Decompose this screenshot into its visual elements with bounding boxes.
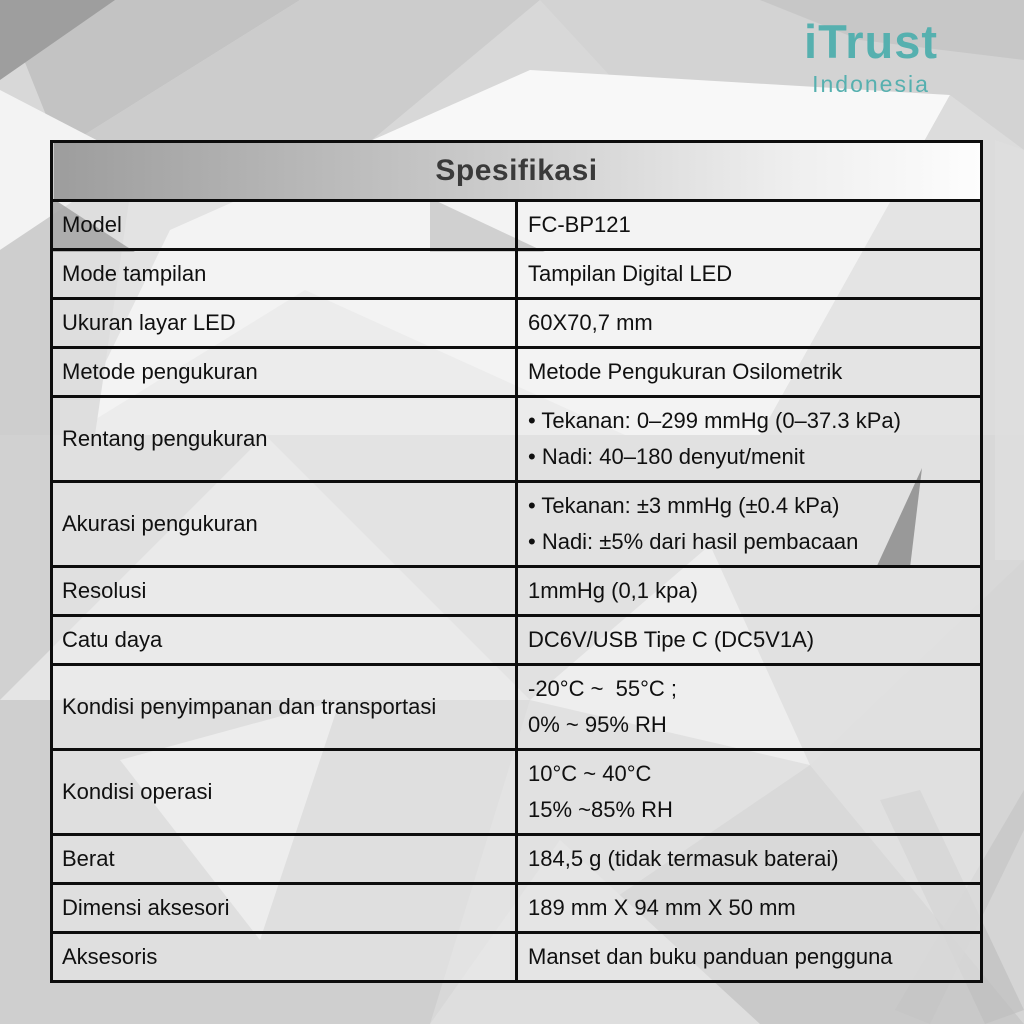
spec-row — [52, 933, 982, 982]
spec-value — [517, 616, 982, 665]
spec-row — [52, 348, 982, 397]
spec-label: Catu daya — [52, 616, 517, 665]
spec-value — [517, 567, 982, 616]
spec-row — [52, 567, 982, 616]
brand-name: iTrust — [804, 15, 938, 68]
spec-value-line: Manset dan buku panduan pengguna — [528, 944, 893, 969]
spec-label: Kondisi operasi — [52, 750, 517, 835]
spec-table-head — [52, 142, 982, 201]
spec-value — [517, 397, 982, 482]
spec-value-line: 189 mm X 94 mm X 50 mm — [528, 895, 796, 920]
spec-label: Akurasi pengukuran — [52, 482, 517, 567]
spec-value-line: 15% ~85% RH — [528, 797, 673, 822]
spec-value-line: 60X70,7 mm — [528, 310, 653, 335]
spec-value-line: 1mmHg (0,1 kpa) — [528, 578, 698, 603]
spec-value-line: 0% ~ 95% RH — [528, 712, 667, 737]
brand-region: Indonesia — [812, 71, 930, 97]
spec-label: Metode pengukuran — [52, 348, 517, 397]
spec-value-line: • Nadi: 40–180 denyut/menit — [528, 444, 805, 469]
spec-label: Rentang pengukuran — [52, 397, 517, 482]
spec-label: Dimensi aksesori — [52, 884, 517, 933]
spec-value — [517, 835, 982, 884]
spec-value — [517, 750, 982, 835]
title-row — [52, 142, 982, 201]
spec-label: Kondisi penyimpanan dan transportasi — [52, 665, 517, 750]
spec-row — [52, 201, 982, 250]
spec-value-line: 10°C ~ 40°C — [528, 761, 652, 786]
spec-row — [52, 250, 982, 299]
spec-value-line: -20°C ~ 55°C ; — [528, 676, 678, 701]
spec-value — [517, 299, 982, 348]
spec-table-body — [52, 201, 982, 982]
spec-value-line: • Tekanan: ±3 mmHg (±0.4 kPa) — [528, 493, 840, 518]
spec-label: Aksesoris — [52, 933, 517, 982]
spec-value — [517, 665, 982, 750]
spec-label: Resolusi — [52, 567, 517, 616]
spec-value-line: DC6V/USB Tipe C (DC5V1A) — [528, 627, 815, 652]
spec-row — [52, 750, 982, 835]
spec-value — [517, 201, 982, 250]
spec-value-line: 184,5 g (tidak termasuk baterai) — [528, 846, 839, 871]
spec-row — [52, 665, 982, 750]
spec-row — [52, 884, 982, 933]
spec-row — [52, 616, 982, 665]
spec-value-line: Tampilan Digital LED — [528, 261, 733, 286]
spec-label: Berat — [52, 835, 517, 884]
spec-row — [52, 482, 982, 567]
spec-label: Model — [52, 201, 517, 250]
spec-value — [517, 482, 982, 567]
table-title: Spesifikasi — [52, 142, 982, 201]
spec-value — [517, 884, 982, 933]
spec-label: Mode tampilan — [52, 250, 517, 299]
spec-row — [52, 299, 982, 348]
spec-label: Ukuran layar LED — [52, 299, 517, 348]
spec-value — [517, 348, 982, 397]
brand-logo — [756, 16, 986, 98]
spec-value-line: FC-BP121 — [528, 212, 631, 237]
spec-value-line: • Tekanan: 0–299 mmHg (0–37.3 kPa) — [528, 408, 901, 433]
spec-row — [52, 397, 982, 482]
spec-value-line: • Nadi: ±5% dari hasil pembacaan — [528, 529, 859, 554]
spec-value — [517, 250, 982, 299]
spec-table — [50, 140, 983, 983]
spec-row — [52, 835, 982, 884]
spec-value-line: Metode Pengukuran Osilometrik — [528, 359, 843, 384]
spec-value — [517, 933, 982, 982]
